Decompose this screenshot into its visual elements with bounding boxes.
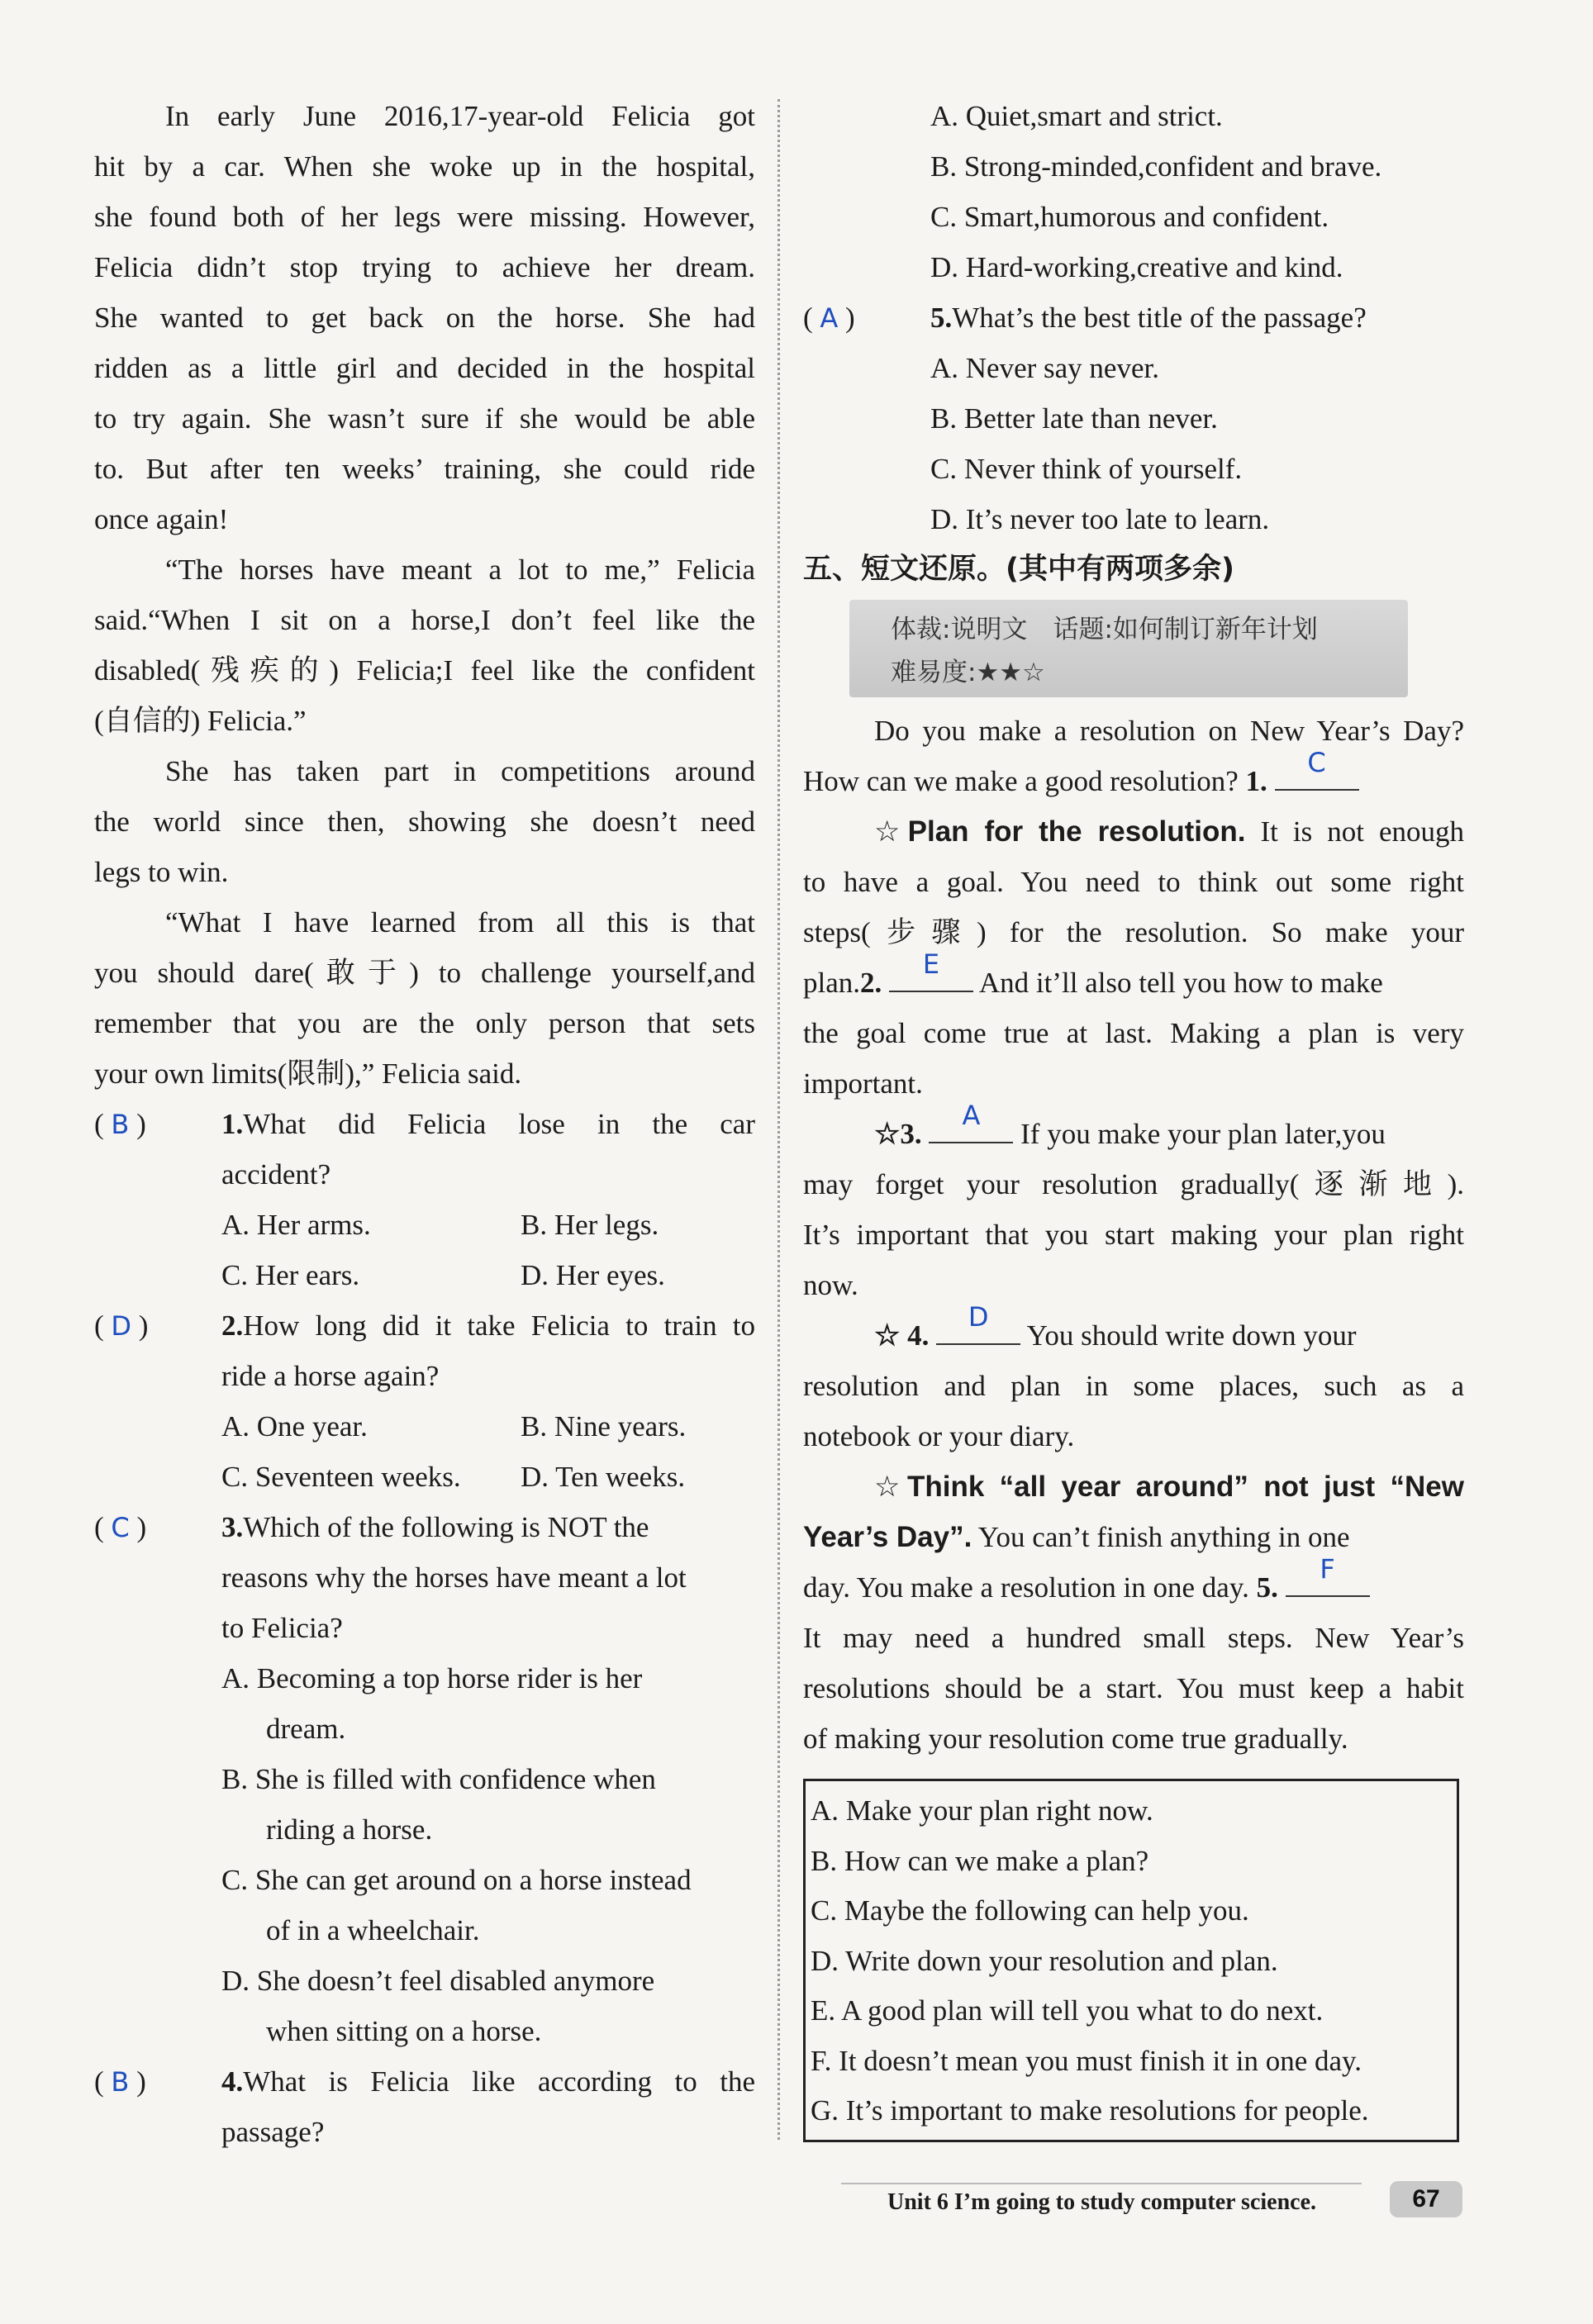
answer-mark: D (968, 1301, 989, 1333)
passage-line: your own limits(限制),” Felicia said. (94, 1057, 522, 1090)
options-row (94, 1401, 755, 1452)
option: B. She is filled with confidence when (221, 1763, 656, 1795)
option: D. She doesn’t feel disabled anymore (221, 1965, 655, 1997)
answer-blank (929, 1100, 1013, 1143)
question-number: 4. (221, 2065, 244, 2098)
option: C. Seventeen weeks. (221, 1461, 461, 1493)
passage-line: to try again. She wasn’t sure if she would be able (94, 402, 755, 435)
answer-mark: A (820, 302, 839, 334)
option: A. One year. (221, 1410, 368, 1442)
question-number: 2. (221, 1309, 244, 1342)
question-stem-line: passage? (221, 2116, 325, 2148)
passage-text: You can’t finish anything in one (972, 1521, 1350, 1553)
answer-mark: B (111, 2066, 130, 2098)
answer-mark: B (111, 1109, 130, 1140)
answer-bracket: ( C ) (94, 1511, 147, 1543)
answer-blank (889, 948, 973, 992)
option-continuation: dream. (266, 1713, 346, 1745)
answer-bracket: ( D ) (94, 1309, 149, 1342)
passage-line: It may need a hundred small steps. New Year’s (803, 1622, 1464, 1654)
answer-blank (1275, 747, 1359, 791)
answer-mark: C (1307, 747, 1326, 778)
passage-line: said.“When I sit on a horse,I don’t feel like the (94, 604, 755, 636)
question-number: 1. (221, 1108, 244, 1140)
passage-text: And it’ll also tell you how to make (973, 967, 1383, 999)
passage-line: In early June 2016,17-year-old Felicia got (165, 100, 755, 132)
option: D. Ten weeks. (521, 1461, 686, 1493)
option: A. Quiet,smart and strict. (930, 100, 1223, 132)
option: D. Her eyes. (521, 1259, 665, 1291)
passage-line: important. (803, 1067, 923, 1100)
question-stem-line: What’s the best title of the passage? (952, 302, 1367, 334)
passage-line: disabled(残疾的) Felicia;I feel like the confident (94, 654, 755, 687)
question-stem-line: ride a horse again? (221, 1360, 440, 1392)
option: D. Hard-working,creative and kind. (930, 251, 1343, 283)
passage-info-box (849, 600, 1408, 697)
passage-text: You should write down your (1020, 1319, 1357, 1352)
footer-rule (841, 2183, 1362, 2184)
question-stem-line: reasons why the horses have meant a lot (221, 1561, 687, 1594)
blank-number: ☆3. (874, 1118, 922, 1150)
page-footer (841, 2181, 1453, 2214)
option-box-item: D. Write down your resolution and plan. (811, 1944, 1278, 1977)
options-row (94, 1250, 755, 1300)
passage-line: hit by a car. When she woke up in the hospital, (94, 150, 755, 183)
passage-line: the world since then, showing she doesn’t need (94, 806, 755, 838)
passage-line: She wanted to get back on the horse. She had (94, 302, 755, 334)
passage-line: notebook or your diary. (803, 1420, 1075, 1452)
passage-line: remember that you are the only person that sets (94, 1007, 755, 1039)
blank-number: ☆ 4. (874, 1319, 930, 1352)
option: B. Nine years. (521, 1410, 687, 1442)
passage-line: steps(步骤) for the resolution. So make your (803, 916, 1464, 948)
answer-bracket: ( B ) (94, 2065, 146, 2098)
option: B. Strong-minded,confident and brave. (930, 150, 1382, 183)
passage-line: resolutions should be a start. You must keep a habit (803, 1672, 1464, 1704)
subheading: ☆Plan for the resolution. (874, 815, 1246, 848)
option-continuation: riding a horse. (266, 1813, 433, 1846)
option-box-item: G. It’s important to make resolutions for people. (811, 2094, 1369, 2127)
answer-mark: E (922, 948, 940, 980)
answer-blank (1286, 1553, 1370, 1597)
answer-mark: F (1320, 1553, 1335, 1585)
answer-bracket: ( B ) (94, 1108, 146, 1140)
option-continuation: when sitting on a horse. (266, 2015, 542, 2047)
question-2-stem (94, 1300, 755, 1351)
option-continuation: of in a wheelchair. (266, 1914, 480, 1946)
option: C. Her ears. (221, 1259, 360, 1291)
passage-line: now. (803, 1269, 858, 1301)
info-genre-topic: 体裁:说明文 话题:如何制订新年计划 (891, 615, 1318, 644)
passage-line (803, 1553, 1464, 1613)
option-box (803, 1779, 1459, 2142)
footer-unit-title: Unit 6 I’m going to study computer science. (887, 2189, 1317, 2215)
blank-number: 5. (1256, 1571, 1278, 1604)
passage-line (803, 948, 1464, 1008)
passage-text: It is not enough (1245, 815, 1464, 848)
option-box-item: B. How can we make a plan? (811, 1844, 1149, 1877)
answer-mark: A (962, 1100, 981, 1131)
passage-line: resolution and plan in some places, such as a (803, 1370, 1464, 1402)
question-stem-line: How long did it take Felicia to train to (243, 1309, 755, 1342)
difficulty-stars: ★★☆ (976, 658, 1045, 687)
question-3-stem (94, 1502, 755, 1552)
question-4-stem (94, 2056, 755, 2107)
info-difficulty (891, 651, 1045, 688)
option-box-item: C. Maybe the following can help you. (811, 1894, 1249, 1927)
blank-number: 1. (1245, 765, 1267, 797)
passage-line: legs to win. (94, 856, 229, 888)
passage-line: may forget your resolution gradually(逐渐地). (803, 1168, 1464, 1200)
subheading: Year’s Day”. (803, 1521, 972, 1553)
passage-line (803, 747, 1464, 806)
option-box-item: E. A good plan will tell you what to do next. (811, 1994, 1324, 2027)
passage-line (803, 806, 1464, 857)
option: C. Smart,humorous and confident. (930, 201, 1329, 233)
passage-line: “The horses have meant a lot to me,” Felicia (165, 554, 755, 586)
options-row (94, 1452, 755, 1502)
passage-line: She has taken part in competitions around (165, 755, 755, 787)
passage-line: once again! (94, 503, 229, 535)
question-stem-line: to Felicia? (221, 1612, 343, 1644)
answer-mark: C (111, 1512, 130, 1543)
passage-line: to have a goal. You need to think out some right (803, 866, 1464, 898)
passage-line: ridden as a little girl and decided in the hospital (94, 352, 755, 384)
answer-bracket: ( A ) (803, 302, 855, 334)
passage-line: (自信的) Felicia.” (94, 705, 307, 737)
difficulty-label: 难易度: (891, 658, 977, 687)
option: A. Her arms. (221, 1209, 371, 1241)
page-number: 67 (1390, 2181, 1462, 2217)
section-heading: 五、短文还原。(其中有两项多余) (803, 553, 1234, 586)
passage-line: It’s important that you start making your plan right (803, 1219, 1464, 1251)
options-row (94, 1200, 755, 1250)
passage-line (803, 1100, 1464, 1159)
passage-text: day. You make a resolution in one day. (803, 1571, 1249, 1604)
passage-line: of making your resolution come true gradually. (803, 1723, 1348, 1755)
blank-number: 2. (860, 967, 882, 999)
answer-mark: D (111, 1310, 132, 1342)
column-divider (777, 99, 780, 2140)
option: C. Never think of yourself. (930, 453, 1243, 485)
passage-text: plan. (803, 967, 861, 999)
question-number: 3. (221, 1511, 244, 1543)
passage-line: to. But after ten weeks’ training, she could ride (94, 453, 755, 485)
question-stem-line: What did Felicia lose in the car (243, 1108, 755, 1140)
question-1-stem (94, 1099, 755, 1149)
passage-text: How can we make a good resolution? (803, 765, 1239, 797)
question-stem-line: Which of the following is NOT the (243, 1511, 649, 1543)
question-stem-line: What is Felicia like according to the (243, 2065, 755, 2098)
question-stem-line: accident? (221, 1158, 331, 1191)
option: B. Her legs. (521, 1209, 659, 1241)
passage-line: “What I have learned from all this is that (165, 906, 755, 939)
option: D. It’s never too late to learn. (930, 503, 1270, 535)
passage-line: Felicia didn’t stop trying to achieve her dream. (94, 251, 755, 283)
option: C. She can get around on a horse instead (221, 1864, 692, 1896)
passage-line: the goal come true at last. Making a plan is very (803, 1017, 1464, 1049)
question-5-stem (803, 292, 1464, 343)
question-number: 5. (930, 302, 953, 334)
passage-line: you should dare(敢于) to challenge yourself,and (94, 957, 755, 989)
option-box-item: A. Make your plan right now. (811, 1794, 1153, 1827)
passage-line: Do you make a resolution on New Year’s Day? (874, 715, 1464, 747)
option: A. Becoming a top horse rider is her (221, 1662, 643, 1694)
option-box-item: F. It doesn’t mean you must finish it in one day. (811, 2044, 1362, 2077)
passage-line (803, 1301, 1464, 1361)
passage-text: If you make your plan later,you (1013, 1118, 1386, 1150)
left-column (94, 91, 755, 2157)
passage-line: ☆Think “all year around” not just “New (874, 1471, 1464, 1503)
option: B. Better late than never. (930, 402, 1218, 435)
passage-line: she found both of her legs were missing. However, (94, 201, 755, 233)
right-column (803, 91, 1464, 1764)
answer-blank (936, 1301, 1020, 1345)
option: A. Never say never. (930, 352, 1159, 384)
